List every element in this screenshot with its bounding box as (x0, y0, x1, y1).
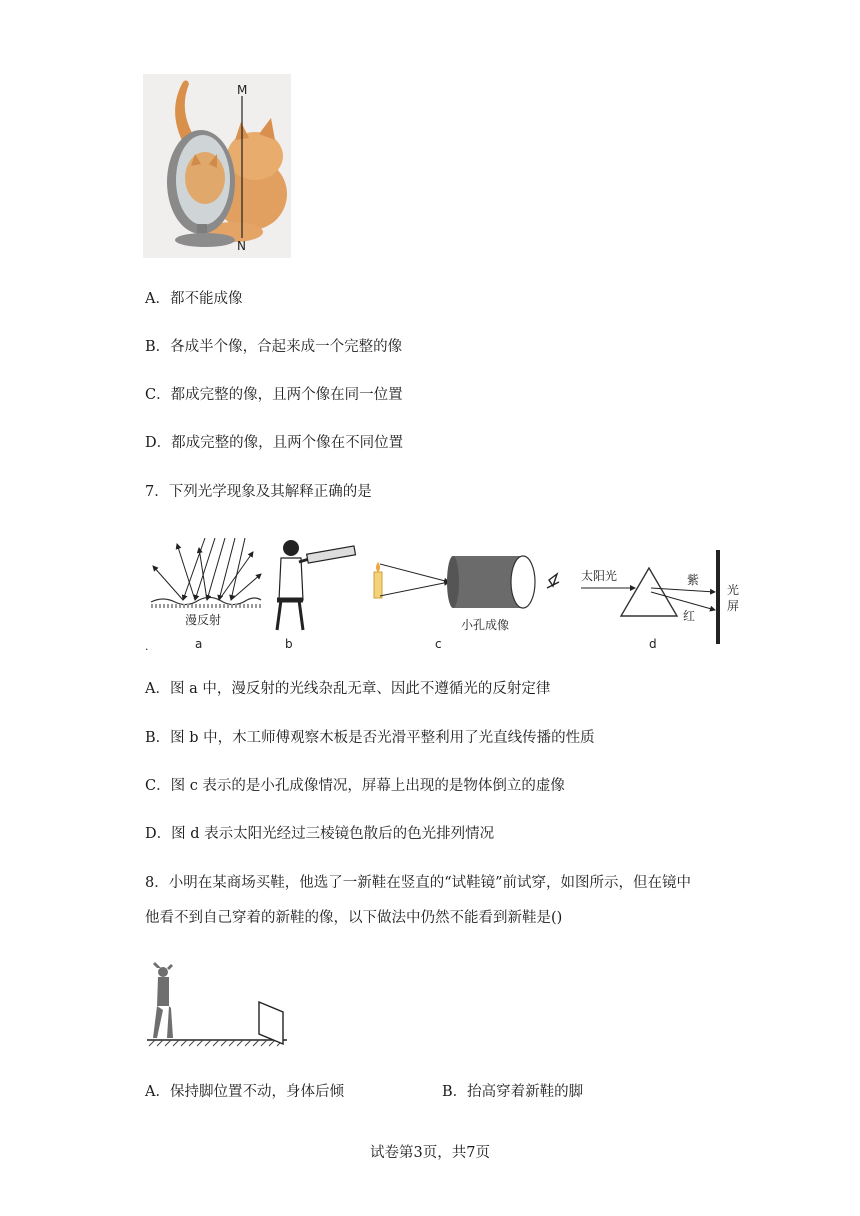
label-screen-1: 光 (727, 583, 740, 597)
q6-option-b: B．各成半个像，合起来成一个完整的像 (145, 339, 403, 355)
q8-stem-line2: 他看不到自己穿着的新鞋的像，以下做法中仍然不能看到新鞋是() (145, 910, 563, 926)
label-red: 红 (683, 609, 696, 623)
figure-b-carpenter (277, 540, 356, 651)
label-violet: 紫 (687, 573, 700, 587)
q7-option-c: C．图 c 表示的是小孔成像情况，屏幕上出现的是物体倒立的虚像 (145, 778, 565, 794)
figure-a-diffuse (145, 538, 261, 653)
label-diffuse: 漫反射 (185, 613, 222, 627)
optics-figure (143, 530, 753, 656)
label-dot: . (145, 640, 149, 653)
q7-stem: 7．下列光学现象及其解释正确的是 (145, 484, 372, 500)
label-screen-2: 屏 (727, 599, 740, 613)
cat-mirror-figure (143, 74, 291, 258)
q6-option-c: C．都成完整的像，且两个像在同一位置 (145, 387, 403, 403)
q8-option-a: A．保持脚位置不动，身体后倾 (145, 1084, 344, 1100)
label-d: d (649, 637, 657, 651)
q7-option-b: B．图 b 中，木工师傅观察木板是否光滑平整利用了光直线传播的性质 (145, 730, 595, 746)
q6-option-d: D．都成完整的像，且两个像在不同位置 (145, 435, 404, 451)
q8-option-b: B．抬高穿着新鞋的脚 (442, 1084, 584, 1100)
label-m: M (237, 83, 248, 97)
q6-option-a: A．都不能成像 (145, 291, 243, 307)
shoe-mirror-figure (145, 962, 290, 1052)
label-c: c (435, 637, 442, 651)
label-n: N (237, 239, 246, 253)
label-b: b (285, 637, 293, 651)
label-a: a (195, 637, 203, 651)
label-pinhole: 小孔成像 (461, 618, 510, 632)
page-footer: 试卷第3页，共7页 (370, 1145, 490, 1161)
figure-d-prism (581, 550, 739, 651)
q8-stem-line1: 8．小明在某商场买鞋，他选了一新鞋在竖直的“试鞋镜”前试穿，如图所示，但在镜中 (145, 875, 692, 891)
label-sunlight: 太阳光 (581, 569, 618, 583)
q7-option-a: A．图 a 中，漫反射的光线杂乱无章、因此不遵循光的反射定律 (145, 681, 551, 697)
q7-option-d: D．图 d 表示太阳光经过三棱镜色散后的色光排列情况 (145, 826, 495, 842)
figure-c-pinhole (374, 556, 559, 651)
